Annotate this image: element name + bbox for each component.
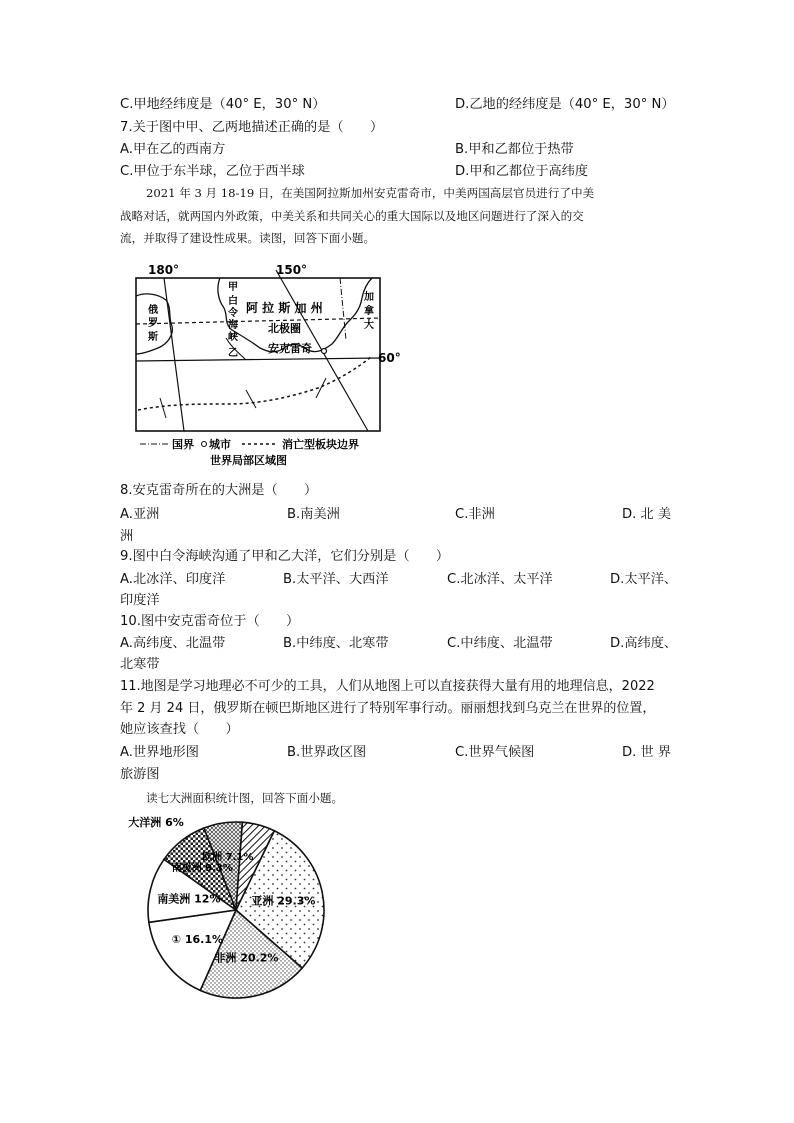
lon-label-150: 150°: [276, 263, 308, 277]
legend-city-label: 城市: [209, 438, 231, 451]
russia-char-3: 斯: [148, 332, 158, 343]
q7-option-c: C.甲位于东半球，乙位于西半球: [120, 164, 305, 179]
q11-line2: 年 2 月 24 日，俄罗斯在顿巴斯地区进行了特别军事行动。丽丽想找到乌克兰在世界的位置，: [120, 701, 656, 716]
label-alaska: 阿 拉 斯 加 州: [246, 301, 323, 315]
q10-option-d: D.高纬度、: [610, 636, 678, 651]
slice-oceania-label: 大洋洲 6%: [128, 816, 184, 829]
slice-asia-label: 亚洲 29.3%: [251, 894, 316, 908]
label-arctic-circle: 北极圈: [268, 322, 301, 335]
legend-plate-label: 消亡型板块边界: [282, 438, 359, 451]
strait-char-4: 峡: [228, 332, 238, 343]
passage2: 读七大洲面积统计图，回答下面小题。: [146, 791, 344, 805]
q10-stem: 10.图中安克雷奇位于（ ）: [120, 614, 300, 629]
passage1-line2: 战略对话，就两国内外政策，中美关系和共同关心的重大国际以及地区问题进行了深入的交: [120, 209, 584, 223]
map-caption: 世界局部区域图: [210, 454, 287, 467]
q9-option-a: A.北冰洋、印度洋: [120, 572, 226, 587]
q7-option-d: D.甲和乙都位于高纬度: [455, 164, 589, 179]
q11-option-a: A.世界地形图: [120, 745, 199, 760]
slice-antarctica-label: 南极洲 9.3%: [171, 863, 233, 875]
q8-option-d-wrap: 洲: [120, 529, 134, 544]
q11-line3: 她应该查找（ ）: [120, 722, 239, 737]
slice-europe-label: 欧洲 7.1%: [202, 852, 254, 864]
label-jia: 甲: [228, 282, 238, 293]
anchorage-dot: [322, 349, 327, 354]
q7-stem: 7.关于图中甲、乙两地描述正确的是（ ）: [120, 120, 384, 135]
q11-option-d: D. 世 界: [622, 745, 672, 760]
q10-option-c: C.中纬度、北温带: [447, 636, 553, 651]
q8-option-c: C.非洲: [455, 507, 495, 522]
q9-option-d: D.太平洋、: [610, 572, 678, 587]
q10-option-b: B.中纬度、北寒带: [283, 636, 389, 651]
russia-char-1: 俄: [148, 305, 158, 316]
q7-option-a: A.甲在乙的西南方: [120, 142, 226, 157]
canada-char-2: 拿: [364, 306, 374, 317]
q11-option-c: C.世界气候图: [455, 745, 535, 760]
q9-option-b: B.太平洋、大西洋: [283, 572, 389, 587]
q9-stem: 9.图中白令海峡沟通了甲和乙大洋，它们分别是（ ）: [120, 549, 450, 564]
q8-stem: 8.安克雷奇所在的大洲是（ ）: [120, 483, 318, 498]
label-yi: 乙: [228, 348, 238, 359]
lon-label-180: 180°: [148, 263, 180, 277]
canada-char-1: 加: [364, 292, 374, 303]
passage1-line3: 流，并取得了建设性成果。读图，回答下面小题。: [120, 231, 376, 245]
legend-city-symbol: [202, 442, 207, 447]
strait-char-1: 白: [228, 296, 238, 307]
q11-option-b: B.世界政区图: [287, 745, 367, 760]
legend-border-label: 国界: [172, 438, 194, 451]
q6-option-d: D.乙地的经纬度是（40° E，30° N）: [455, 97, 675, 112]
q9-option-c: C.北冰洋、太平洋: [447, 572, 553, 587]
passage1-line1: 2021 年 3 月 18-19 日，在美国阿拉斯加州安克雷奇市，中美两国高层官员进行了中美: [146, 186, 595, 200]
continent-area-pie-chart: [118, 810, 348, 1010]
q7-option-b: B.甲和乙都位于热带: [455, 142, 574, 157]
strait-char-3: 海: [228, 320, 238, 331]
q11-option-d-wrap: 旅游图: [120, 767, 160, 782]
lat-label-60: 60°: [378, 351, 401, 365]
slice-north-america-label: ① 16.1%: [171, 933, 224, 947]
q6-option-c: C.甲地经纬度是（40° E，30° N）: [120, 97, 326, 112]
label-anchorage: 安克雷奇: [268, 342, 312, 355]
q11-line1: 11.地图是学习地理必不可少的工具，人们从地图上可以直接获得大量有用的地理信息，2022: [120, 679, 655, 694]
q8-option-a: A.亚洲: [120, 507, 160, 522]
canada-char-3: 大: [364, 320, 374, 331]
slice-africa-label: 非洲 20.2%: [214, 951, 279, 965]
russia-char-2: 罗: [148, 318, 158, 329]
q8-option-b: B.南美洲: [287, 507, 340, 522]
q8-option-d: D. 北 美: [622, 507, 672, 522]
q10-option-d-wrap: 北寒带: [120, 657, 160, 672]
q9-option-d-wrap: 印度洋: [120, 593, 160, 608]
q10-option-a: A.高纬度、北温带: [120, 636, 226, 651]
strait-char-2: 令: [228, 308, 238, 319]
slice-south-america-label: 南美洲 12%: [157, 892, 221, 906]
region-map: [128, 258, 408, 468]
